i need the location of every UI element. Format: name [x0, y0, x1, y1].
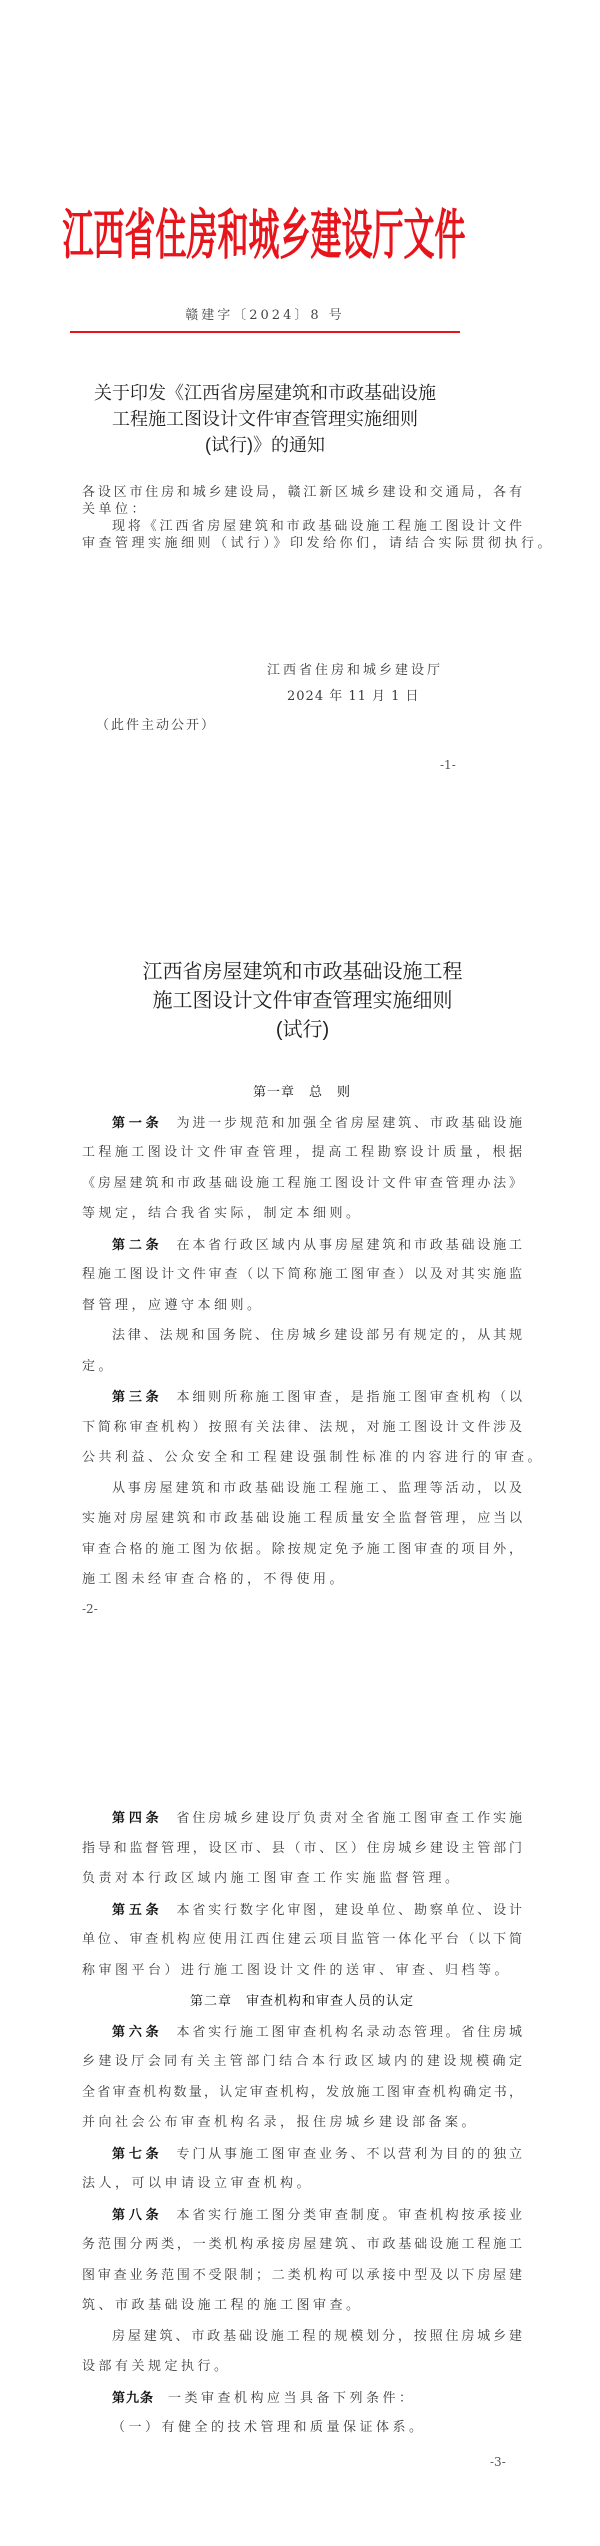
- line-text: （一）有健全的技术管理和质量保证体系。: [112, 2420, 426, 2435]
- disclosure-note: （此件主动公开）: [96, 718, 217, 733]
- line-text: 法律、法规和国务院、住房城乡建设部另有规定的，从其规: [112, 1328, 522, 1343]
- line-text: 单位、审查机构应使用江西住建云项目监管一体化平台（以下简: [82, 1932, 522, 1947]
- line-text: 图审查业务范围不受限制；二类机构可以承接中型及以下房屋建: [82, 2267, 522, 2283]
- notice-title: [40, 380, 490, 458]
- line-text: 督管理，应遵守本细则。: [82, 1297, 264, 1313]
- line-text: 一类审查机构应当具备下列条件：: [168, 2390, 416, 2406]
- paragraph-line: [82, 1956, 522, 1987]
- paragraph-line: [82, 2383, 522, 2414]
- line-text: 在本省行政区域内从事房屋建筑和市政基础设施工: [176, 1237, 522, 1253]
- paragraph-line: [82, 1382, 522, 1413]
- rules-page-2-body: [82, 1077, 545, 1596]
- line-text: 筑、市政基础设施工程的施工图审查。: [82, 2298, 363, 2313]
- paragraph-line: [82, 1895, 522, 1926]
- paragraph-line: [82, 2017, 522, 2048]
- line-text: 本细则所称施工图审查，是指施工图审查机构（以: [176, 1390, 522, 1405]
- line-text: 务范围分两类，一类机构承接房屋建筑、市政基础设施工程施工: [82, 2237, 522, 2252]
- line-text: 全省审查机构数量，认定审查机构，发放施工图审查机构确定书，: [82, 2084, 522, 2100]
- letterhead-title: 江西省住房和城乡建设厅文件: [62, 204, 466, 268]
- paragraph-line: [82, 484, 522, 501]
- line-text: 《房屋建筑和市政基础设施工程施工图设计文件审查管理办法》: [82, 1175, 522, 1191]
- line-text: 施工图未经审查合格的，不得使用。: [82, 1572, 347, 1587]
- line-text: 等规定，结合我省实际，制定本细则。: [82, 1206, 363, 1221]
- paragraph-line: [82, 1474, 522, 1505]
- line-text: 本省实行施工图审查机构名录动态管理。省住房城: [176, 2024, 522, 2040]
- line-text: 称审图平台）进行施工图设计文件的送审、审查、归档等。: [82, 1962, 512, 1978]
- line-text: 从事房屋建筑和市政基础设施工程施工、监理等活动，以及: [112, 1480, 522, 1496]
- paragraph-line: [82, 1413, 522, 1444]
- paragraph-line: [82, 1565, 522, 1596]
- paragraph-line: [82, 1138, 522, 1169]
- line-text: 为进一步规范和加强全省房屋建筑、市政基础设施: [176, 1115, 522, 1131]
- paragraph-line: [82, 518, 522, 535]
- paragraph-line: [82, 2352, 522, 2383]
- notice-title-line: 工程施工图设计文件审查管理实施细则: [112, 409, 418, 429]
- paragraph-line: [82, 1864, 522, 1895]
- paragraph-line: [82, 2047, 522, 2078]
- line-text: 现将《江西省房屋建筑和市政基础设施工程施工图设计文件: [112, 519, 522, 534]
- letterhead-divider: [70, 331, 460, 333]
- line-text: 工程施工图设计文件审查管理，提高工程勘察设计质量，根据: [82, 1145, 522, 1160]
- notice-title-line: (试行)》的通知: [205, 435, 325, 455]
- line-text: 本省实行数字化审图，建设单位、勘察单位、设计: [176, 1902, 522, 1918]
- article-number: 第一条: [112, 1114, 163, 1130]
- line-text: 实施对房屋建筑和市政基础设施工程质量安全监督管理，应当以: [82, 1511, 522, 1526]
- rules-page-3-body: [82, 1803, 522, 2444]
- line-text: 下简称审查机构）按照有关法律、法规，对施工图设计文件涉及: [82, 1419, 522, 1435]
- paragraph-line: [82, 1925, 522, 1956]
- article-number: 第三条: [112, 1389, 163, 1404]
- line-text: 公共利益、公众安全和工程建设强制性标准的内容进行的审查。: [82, 1450, 545, 1465]
- line-text: 定。: [82, 1358, 116, 1374]
- line-text: 乡建设厅会同有关主管部门结合本行政区域内的建设规模确定: [82, 2054, 522, 2069]
- article-number: 第四条: [112, 1810, 163, 1825]
- page-number: -2-: [82, 1602, 98, 1616]
- issuer: 江西省住房和城乡建设厅: [267, 663, 444, 678]
- article-number: 第八条: [112, 2206, 163, 2222]
- line-text: 指导和监督管理，设区市、县（市、区）住房城乡建设主管部门: [82, 1840, 522, 1856]
- rules-title: [60, 958, 545, 1045]
- paragraph-line: [82, 1834, 522, 1865]
- line-text: 省住房城乡建设厅负责对全省施工图审查工作实施: [176, 1811, 522, 1826]
- paragraph-line: [82, 1535, 522, 1566]
- line-text: 各设区市住房和城乡建设局，赣江新区城乡建设和交通局，各有: [82, 485, 522, 500]
- paragraph-line: [82, 2078, 522, 2109]
- paragraph-line: [82, 1230, 522, 1261]
- paragraph-line: [82, 1352, 522, 1383]
- line-text: 本省实行施工图分类审查制度。审查机构按承接业: [176, 2207, 522, 2223]
- article-number: 第九条: [112, 2389, 155, 2405]
- paragraph-line: [82, 2108, 522, 2139]
- paragraph-line: [82, 2230, 522, 2261]
- paragraph-line: [82, 1260, 522, 1291]
- article-number: 第二条: [112, 1236, 163, 1252]
- line-text: 房屋建筑、市政基础设施工程的规模划分，按照住房城乡建: [112, 2328, 522, 2344]
- line-text: 审查合格的施工图为依据。除按规定免予施工图审查的项目外，: [82, 1541, 522, 1557]
- paragraph-line: [82, 2261, 522, 2292]
- page-number: -1-: [440, 758, 456, 772]
- paragraph-line: [82, 501, 522, 518]
- line-text: 程施工图设计文件审查（以下简称施工图审查）以及对其实施监: [82, 1267, 522, 1282]
- notice-title-line: 关于印发《江西省房屋建筑和市政基础设施: [94, 383, 436, 403]
- paragraph-line: [82, 1169, 522, 1200]
- paragraph-line: [82, 1108, 522, 1139]
- paragraph-line: [82, 535, 555, 552]
- chapter-heading: 第二章 审查机构和审查人员的认定: [189, 1993, 414, 2008]
- chapter-heading: 第一章 总 则: [252, 1084, 351, 1099]
- paragraph-line: [82, 2169, 522, 2200]
- rules-title-line: 江西省房屋建筑和市政基础设施工程: [142, 961, 463, 983]
- rules-title-line: 施工图设计文件审查管理实施细则: [152, 990, 453, 1012]
- article-number: 第五条: [112, 1901, 163, 1917]
- article-number: 第七条: [112, 2145, 163, 2161]
- line-text: 设部有关规定执行。: [82, 2359, 231, 2374]
- paragraph-line: [82, 2291, 522, 2322]
- paragraph-line: [82, 2413, 522, 2444]
- paragraph-line: [82, 2139, 522, 2170]
- line-text: 负责对本行政区域内施工图审查工作实施监督管理。: [82, 1871, 462, 1886]
- paragraph-line: [82, 1803, 522, 1834]
- paragraph-line: [82, 1443, 545, 1474]
- paragraph-line: [82, 1504, 522, 1535]
- paragraph-line: [82, 1321, 522, 1352]
- paragraph-line: [82, 2322, 522, 2353]
- paragraph-line: [82, 1199, 522, 1230]
- paragraph-line: [82, 2200, 522, 2231]
- paragraph-line: [82, 1291, 522, 1322]
- article-number: 第六条: [112, 2023, 163, 2039]
- notice-body: [82, 484, 555, 552]
- line-text: 审查管理实施细则（试行）》印发给你们，请结合实际贯彻执行。: [82, 536, 555, 551]
- issue-date: 2024 年 11 月 1 日: [287, 689, 420, 704]
- line-text: 关单位：: [82, 502, 149, 517]
- line-text: 并向社会公布审查机构名录，报住房城乡建设部备案。: [82, 2115, 479, 2130]
- rules-title-line: (试行): [275, 1019, 330, 1041]
- page-number: -3-: [490, 2455, 506, 2469]
- line-text: 法人，可以申请设立审查机构。: [82, 2176, 314, 2191]
- document-number: 赣建字〔2024〕8 号: [185, 308, 345, 323]
- line-text: 专门从事施工图审查业务、不以营利为目的的独立: [176, 2146, 522, 2162]
